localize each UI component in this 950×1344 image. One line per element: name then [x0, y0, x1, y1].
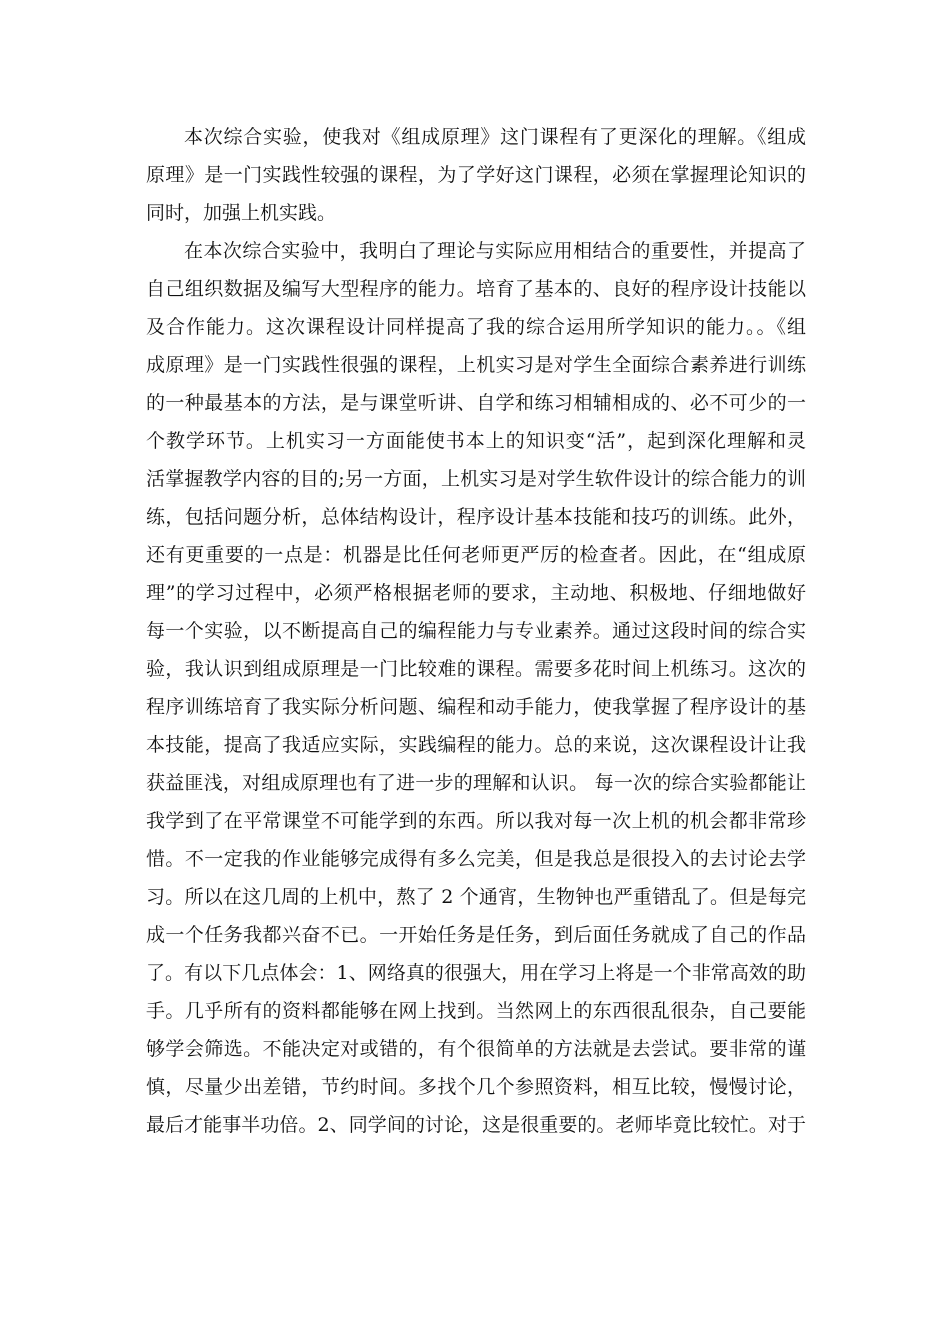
paragraph-2-line-16: 我学到了在平常课堂不可能学到的东西。所以我对每一次上机的机会都非常珍: [146, 810, 806, 832]
paragraph-2-line-20: 了。有以下几点体会：1、网络真的很强大，用在学习上将是一个非常高效的助: [146, 962, 806, 984]
paragraph-2-line-12: 验，我认识到组成原理是一门比较难的课程。需要多花时间上机练习。这次的: [146, 658, 806, 680]
paragraph-2-line-23: 慎，尽量少出差错，节约时间。多找个几个参照资料，相互比较，慢慢讨论，: [146, 1076, 806, 1098]
document-body: [146, 118, 806, 1182]
paragraph-2-line-22: 够学会筛选。不能决定对或错的，有个很简单的方法就是去尝试。要非常的谨: [146, 1038, 806, 1060]
paragraph-2-line-3: 及合作能力。这次课程设计同样提高了我的综合运用所学知识的能力。。《组: [146, 316, 806, 338]
paragraph-2-line-24: 最后才能事半功倍。2、同学间的讨论，这是很重要的。老师毕竟比较忙。对于: [146, 1114, 806, 1136]
paragraph-2-line-11: 每一个实验，以不断提高自己的编程能力与专业素养。通过这段时间的综合实: [146, 620, 806, 642]
paragraph-2-line-7: 活掌握教学内容的目的;另一方面，上机实习是对学生软件设计的综合能力的训: [146, 468, 806, 490]
paragraph-2-line-21: 手。几乎所有的资料都能够在网上找到。当然网上的东西很乱很杂，自己要能: [146, 1000, 806, 1022]
paragraph-2-line-17: 惜。不一定我的作业能够完成得有多么完美，但是我总是很投入的去讨论去学: [146, 848, 806, 870]
paragraph-2-line-25: [146, 1144, 806, 1182]
paragraph-2-line-4: 成原理》是一门实践性很强的课程，上机实习是对学生全面综合素养进行训练: [146, 354, 806, 376]
paragraph-2-line-13: 程序训练培育了我实际分析问题、编程和动手能力，使我掌握了程序设计的基: [146, 696, 806, 718]
paragraph-1-line-2: 原理》是一门实践性较强的课程，为了学好这门课程，必须在掌握理论知识的: [146, 164, 806, 186]
paragraph-2-line-8: 练，包括问题分析，总体结构设计，程序设计基本技能和技巧的训练。此外，: [146, 506, 806, 528]
paragraph-2-line-14: 本技能，提高了我适应实际，实践编程的能力。总的来说，这次课程设计让我: [146, 734, 806, 756]
paragraph-2-line-6: 个教学环节。上机实习一方面能使书本上的知识变“活”，起到深化理解和灵: [146, 430, 806, 452]
paragraph-2-line-1: 在本次综合实验中，我明白了理论与实际应用相结合的重要性，并提高了: [184, 240, 806, 262]
paragraph-2-line-15: 获益匪浅，对组成原理也有了进一步的理解和认识。 每一次的综合实验都能让: [146, 772, 806, 794]
paragraph-2-line-19: 成一个任务我都兴奋不已。一开始任务是任务，到后面任务就成了自己的作品: [146, 924, 806, 946]
paragraph-1-line-1: 本次综合实验，使我对《组成原理》这门课程有了更深化的理解。《组成: [184, 126, 806, 148]
paragraph-2-line-9: 还有更重要的一点是：机器是比任何老师更严厉的检查者。因此，在“组成原: [146, 544, 806, 566]
paragraph-2-line-5: 的一种最基本的方法，是与课堂听讲、自学和练习相辅相成的、必不可少的一: [146, 392, 806, 414]
paragraph-2-line-2: 自己组织数据及编写大型程序的能力。培育了基本的、良好的程序设计技能以: [146, 278, 806, 300]
paragraph-1-line-3: 同时，加强上机实践。: [146, 202, 337, 224]
paragraph-2-line-10: 理”的学习过程中，必须严格根据老师的要求，主动地、积极地、仔细地做好: [146, 582, 806, 604]
paragraph-2-line-18: 习。所以在这几周的上机中，熬了 2 个通宵，生物钟也严重错乱了。但是每完: [146, 886, 806, 908]
